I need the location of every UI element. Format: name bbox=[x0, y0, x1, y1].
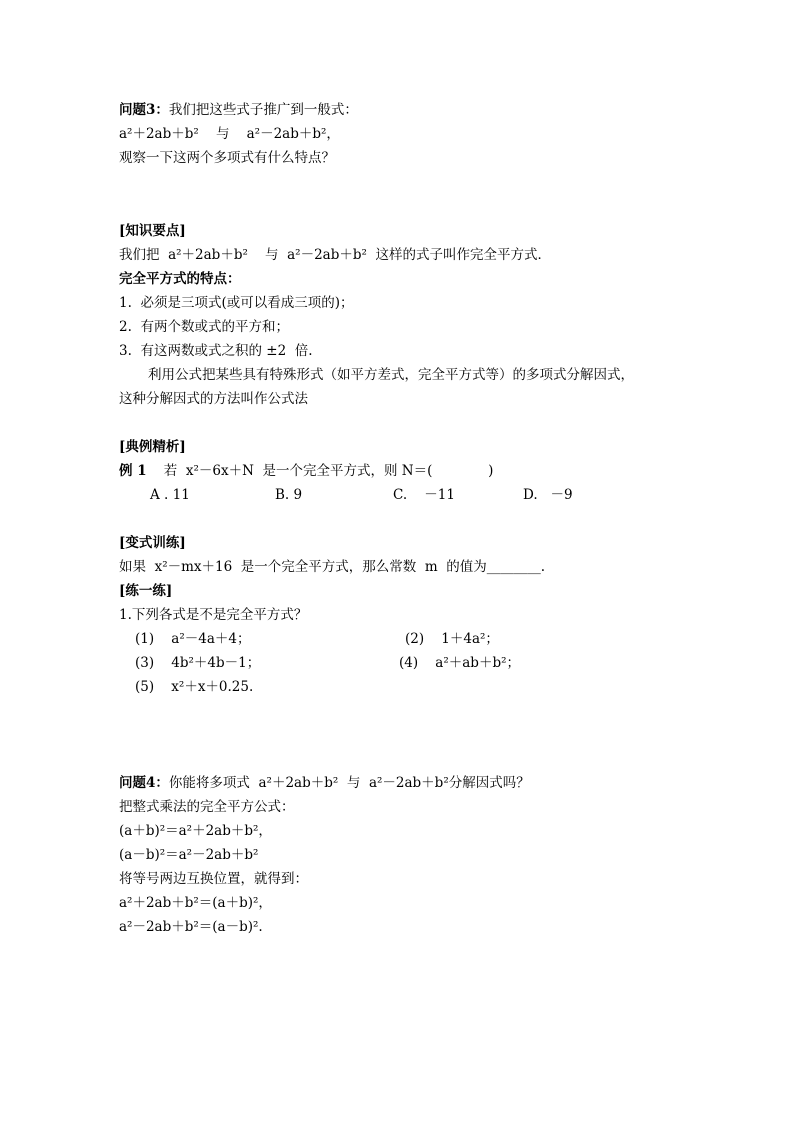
knowledge-heading: [知识要点] bbox=[119, 223, 186, 239]
q4-line-5: 将等号两边互换位置，就得到： bbox=[119, 871, 308, 887]
option-b: B. 9 bbox=[275, 487, 303, 503]
q4-line-2: 把整式乘法的完全平方公式： bbox=[119, 799, 295, 815]
q4-line-7: a²－2ab＋b²＝(a－b)². bbox=[119, 919, 263, 935]
practice-item: (4) a²＋ab＋b²； bbox=[399, 655, 520, 671]
q4-text: 你能将多项式 a²＋2ab＋b² 与 a²－2ab＋b²分解因式吗？ bbox=[168, 775, 530, 791]
q4-label: 问题4： bbox=[119, 775, 169, 791]
q4-line-6: a²＋2ab＋b²＝(a＋b)²， bbox=[119, 895, 272, 911]
q3-line bbox=[119, 101, 358, 119]
variant-heading: [变式训练] bbox=[119, 535, 186, 551]
practice-item: (2) 1＋4a²； bbox=[405, 631, 499, 647]
q3-text: 我们把这些式子推广到一般式： bbox=[168, 102, 358, 118]
option-d: D. －9 bbox=[523, 487, 573, 503]
q4-line-3: (a＋b)²＝a²＋2ab＋b²， bbox=[119, 823, 272, 839]
q3-formulas: a²＋2ab＋b² 与 a²－2ab＋b²， bbox=[119, 126, 340, 142]
feature-item: 3. 有这两数或式之积的 ±2 倍. bbox=[119, 343, 313, 359]
method-line-1: 利用公式把某些具有特殊形式（如平方差式，完全平方式等）的多项式分解因式， bbox=[148, 367, 634, 383]
practice-item: (1) a²－4a＋4； bbox=[135, 631, 251, 647]
q4-line bbox=[119, 774, 530, 792]
practice-item: (3) 4b²＋4b－1； bbox=[135, 655, 261, 671]
feature-item: 2. 有两个数或式的平方和； bbox=[119, 319, 289, 335]
q4-line-4: (a－b)²＝a²－2ab＋b² bbox=[119, 847, 259, 863]
q3-question: 观察一下这两个多项式有什么特点？ bbox=[119, 150, 335, 166]
method-line-2: 这种分解因式的方法叫作公式法 bbox=[119, 391, 308, 407]
option-a: A . 11 bbox=[150, 487, 190, 503]
variant-text: 如果 x²－mx＋16 是一个完全平方式，那么常数 m 的值为________. bbox=[119, 559, 546, 575]
practice-question: 1.下列各式是不是完全平方式？ bbox=[119, 607, 308, 623]
example-text: 若 x²－6x＋N 是一个完全平方式，则 N＝( ) bbox=[163, 463, 494, 479]
q3-label: 问题3： bbox=[119, 102, 169, 118]
knowledge-definition: 我们把 a²＋2ab＋b² 与 a²－2ab＋b² 这样的式子叫作完全平方式． bbox=[119, 247, 551, 263]
example-heading: [典例精析] bbox=[119, 439, 186, 455]
practice-item: (5) x²＋x＋0.25. bbox=[135, 679, 254, 695]
example-line bbox=[119, 462, 493, 480]
example-label: 例 1 bbox=[119, 463, 147, 479]
feature-item: 1. 必须是三项式(或可以看成三项的)； bbox=[119, 295, 354, 311]
features-heading: 完全平方式的特点： bbox=[119, 271, 241, 287]
practice-heading: [练一练] bbox=[119, 583, 173, 599]
option-c: C. －11 bbox=[393, 487, 455, 503]
